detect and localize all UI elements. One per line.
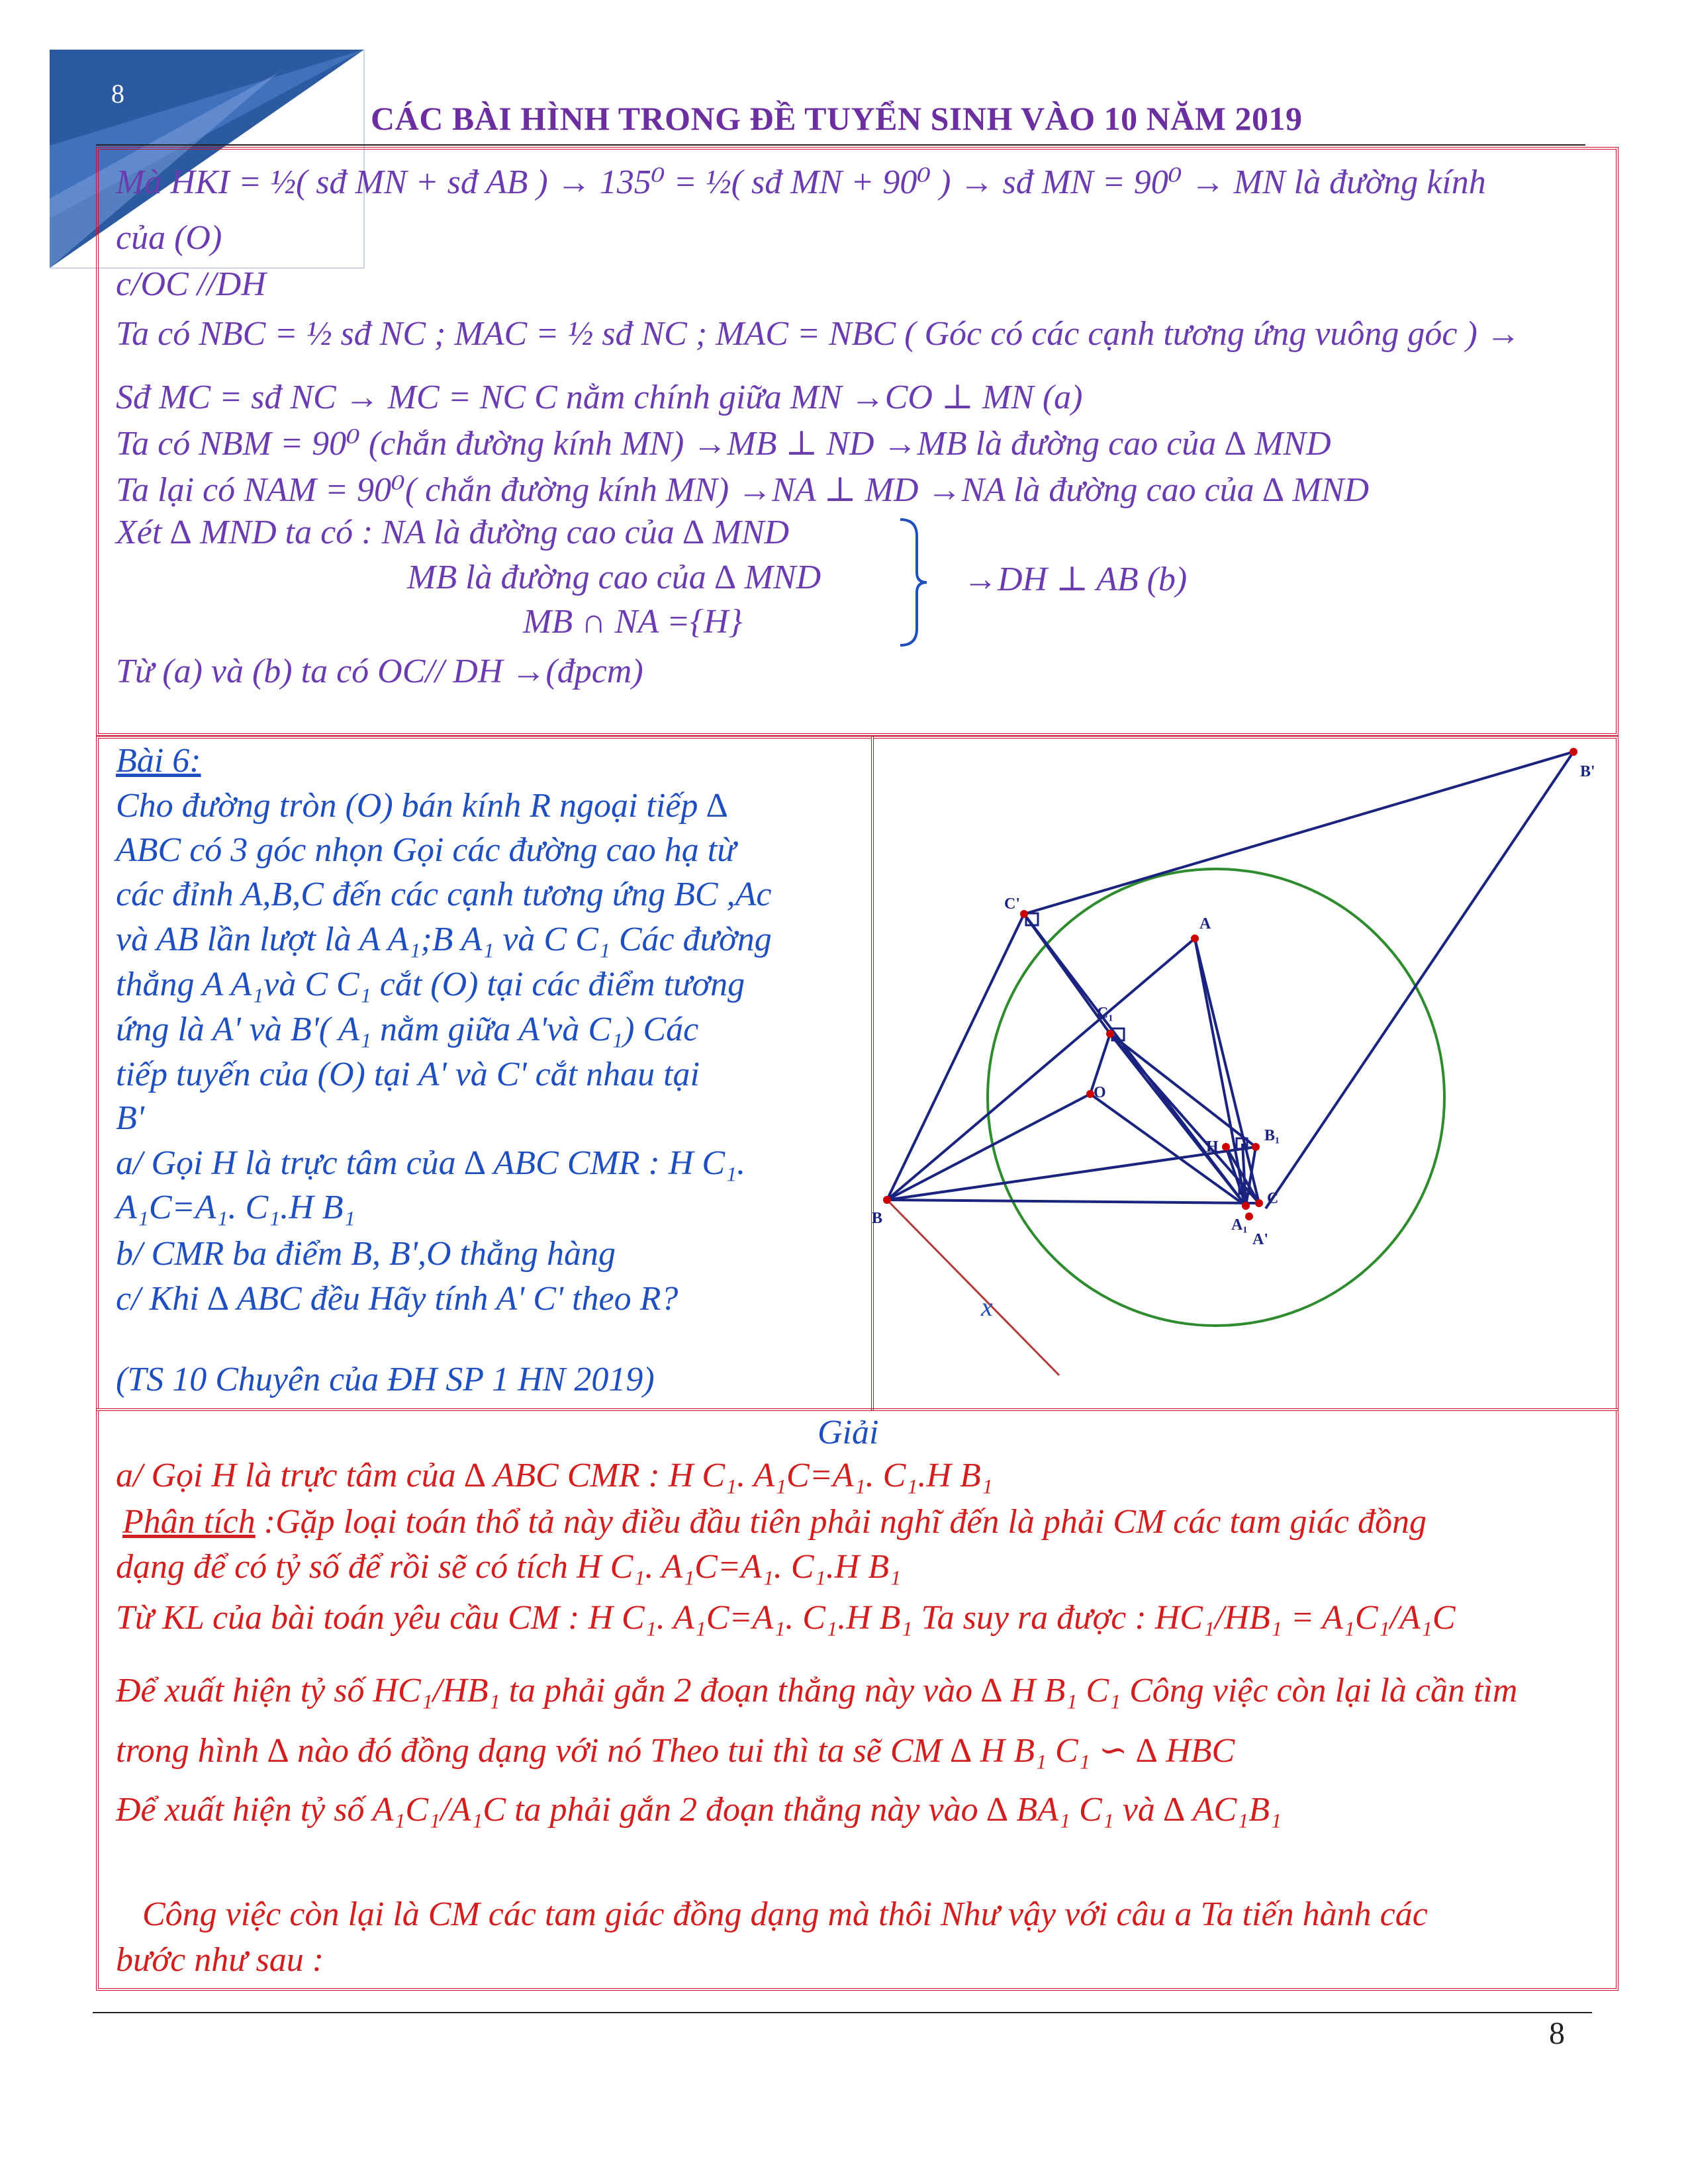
label-A1: A₁ xyxy=(1231,1216,1248,1234)
problem-line: c/ Khi ∆ ABC đều Hãy tính A' C' theo R? xyxy=(116,1280,679,1318)
geometry-figure xyxy=(872,740,1615,1407)
problem-source: (TS 10 Chuyên của ĐH SP 1 HN 2019) xyxy=(116,1361,655,1398)
solution-part-a: a/ Gọi H là trực tâm của ∆ ABC CMR : H C₁. A₁C=A₁. C₁.H B₁ xyxy=(116,1457,993,1494)
problem-line: b/ CMR ba điểm B, B',O thẳng hàng xyxy=(116,1235,616,1273)
text-line: Ta lại có NAM = 90⁰( chắn đường kính MN) →NA ⊥ MD →NA là đường cao của ∆ MND xyxy=(116,471,1370,509)
analysis-text: :Gặp loại toán thổ tả này điều đầu tiên phải nghĩ đến là phải CM các tam giác đồng xyxy=(255,1503,1427,1541)
label-O: O xyxy=(1094,1084,1106,1101)
text-line: MB là đường cao của ∆ MND xyxy=(407,559,821,596)
ratio1-line: Để xuất hiện tỷ số HC₁/HB₁ ta phải gắn 2 đoạn thẳng này vào ∆ H B₁ C₁ Công việc còn lại là cần tìm xyxy=(116,1672,1518,1709)
header-page-number: 8 xyxy=(111,79,124,109)
label-B: B xyxy=(872,1210,883,1227)
problem-title: Bài 6: xyxy=(116,742,201,780)
label-C1: C₁ xyxy=(1097,1005,1113,1022)
header-divider xyxy=(96,144,1585,146)
text-line: Xét ∆ MND ta có : NA là đường cao của ∆ MND xyxy=(116,514,790,551)
text-line: Mà HKI = ½( sđ MN + sđ AB ) → 135⁰ = ½( sđ MN + 90⁰ ) → sđ MN = 90⁰ → MN là đường kính xyxy=(116,163,1486,201)
part-c-heading: c/OC //DH xyxy=(116,265,266,303)
problem-line: và AB lần lượt là A A₁;B A₁ và C C₁ Các đường xyxy=(116,921,772,958)
problem-line: ứng là A' và B'( A₁ nằm giữa A'và C₁) Các xyxy=(116,1011,699,1048)
brace-icon xyxy=(897,516,930,649)
problem-line: thẳng A A₁và C C₁ cắt (O) tại các điểm tương xyxy=(116,966,745,1003)
text-line: Ta có NBC = ½ sđ NC ; MAC = ½ sđ NC ; MAC = NBC ( Góc có các cạnh tương ứng vuông góc ) → xyxy=(116,315,1521,353)
text-line: Từ (a) và (b) ta có OC// DH →(đpcm) xyxy=(116,653,643,690)
final-line-2: bước như sau : xyxy=(116,1941,324,1979)
problem-line: B' xyxy=(116,1099,144,1137)
problem-line: Cho đường tròn (O) bán kính R ngoại tiếp ∆ xyxy=(116,787,728,825)
analysis-line-2: dạng để có tỷ số để rồi sẽ có tích H C₁. A₁C=A₁. C₁.H B₁ xyxy=(116,1548,902,1586)
text-line: Sđ MC = sđ NC → MC = NC C nằm chính giữa MN →CO ⊥ MN (a) xyxy=(116,379,1083,416)
text-line: MB ∩ NA ={H} xyxy=(523,603,743,641)
solution-title: Giải xyxy=(818,1414,879,1451)
label-H: H xyxy=(1206,1138,1219,1156)
analysis-line xyxy=(122,1502,1427,1541)
label-Ap: A' xyxy=(1252,1231,1268,1248)
text-line: →DH ⊥ AB (b) xyxy=(963,561,1188,598)
problem-line: tiếp tuyến của (O) tại A' và C' cắt nhau tại xyxy=(116,1056,700,1093)
ratio2-line: Để xuất hiện tỷ số A₁C₁/A₁C ta phải gắn 2 đoạn thẳng này vào ∆ BA₁ C₁ và ∆ AC₁B₁ xyxy=(116,1791,1282,1829)
kl-line: Từ KL của bài toán yêu cầu CM : H C₁. A₁C=A₁. C₁.H B₁ Ta suy ra được : HC₁/HB₁ = A₁C₁/A₁C xyxy=(116,1599,1456,1637)
problem-line: A₁C=A₁. C₁.H B₁ xyxy=(116,1189,355,1226)
footer-divider xyxy=(93,2012,1592,2013)
label-C: C xyxy=(1267,1190,1279,1207)
problem-line: ABC có 3 góc nhọn Gọi các đường cao hạ từ xyxy=(116,831,736,869)
final-line: Công việc còn lại là CM các tam giác đồng dạng mà thôi Như vậy với câu a Ta tiến hành các xyxy=(142,1895,1428,1933)
label-A: A xyxy=(1199,915,1211,933)
problem-line: a/ Gọi H là trực tâm của ∆ ABC CMR : H C₁. xyxy=(116,1144,746,1182)
label-B1: B₁ xyxy=(1264,1127,1280,1144)
analysis-label: Phân tích xyxy=(122,1503,256,1541)
label-x: x xyxy=(981,1292,993,1322)
problem-line: các đỉnh A,B,C đến các cạnh tương ứng BC ,Ac xyxy=(116,876,772,913)
page-title: CÁC BÀI HÌNH TRONG ĐỀ TUYỂN SINH VÀO 10 NĂM 2019 xyxy=(371,100,1303,137)
footer-page-number: 8 xyxy=(1549,2016,1565,2051)
label-Bp: B' xyxy=(1580,763,1595,780)
ratio1-line-2: trong hình ∆ nào đó đồng dạng với nó Theo tui thì ta sẽ CM ∆ H B₁ C₁ ∽ ∆ HBC xyxy=(116,1732,1235,1770)
label-Cp: C' xyxy=(1004,895,1020,913)
text-line: của (O) xyxy=(116,219,222,257)
text-line: Ta có NBM = 90⁰ (chắn đường kính MN) →MB ⊥ ND →MB là đường cao của ∆ MND xyxy=(116,425,1331,463)
